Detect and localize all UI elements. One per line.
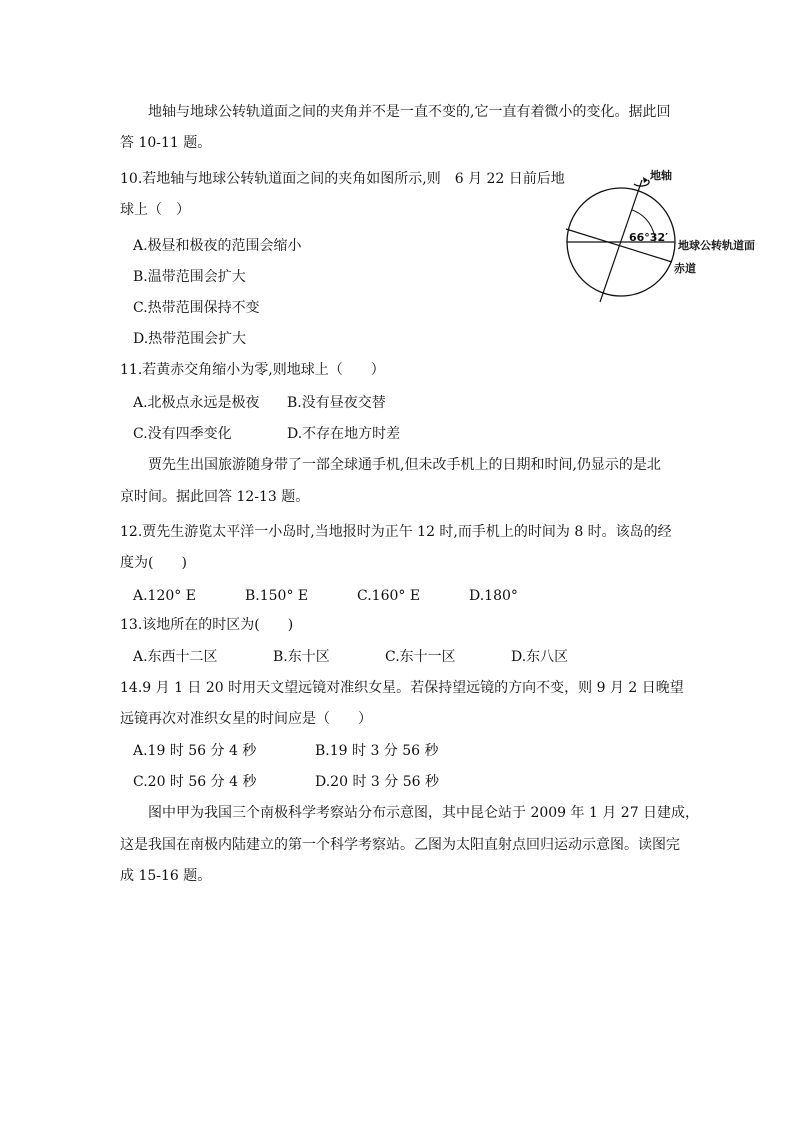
q14-stem-line1: 14.9 月 1 日 20 时用天文望远镜对准织女星。若保持望远镜的方向不变，则 9 月 2 日晚望 <box>120 680 684 696</box>
q12-option-d: D.180° <box>469 588 518 604</box>
arrowhead-icon <box>643 177 648 183</box>
q14-option-d: D.20 时 3 分 56 秒 <box>315 774 439 790</box>
q12-option-b: B.150° E <box>245 588 309 604</box>
q10-option-d: D.热带范围会扩大 <box>133 331 247 347</box>
q12-stem-line2: 度为( ) <box>120 555 187 571</box>
q13-stem: 13.该地所在的时区为( ) <box>120 617 294 633</box>
q11-option-b: B.没有昼夜交替 <box>287 395 386 411</box>
q12-option-c: C.160° E <box>357 588 421 604</box>
q12-option-a: A.120° E <box>133 588 196 604</box>
intro1-line1: 地轴与地球公转轨道面之间的夹角并不是一直不变的,它一直有着微小的变化。据此回 <box>148 104 671 120</box>
angle-label: 66°32′ <box>629 231 669 244</box>
q10-stem-line1: 10.若地轴与地球公转轨道面之间的夹角如图所示,则 6 月 22 日前后地 <box>120 171 565 187</box>
intro2-line2: 京时间。据此回答 12-13 题。 <box>120 489 310 505</box>
q14-option-a: A.19 时 56 分 4 秒 <box>133 743 257 759</box>
intro3-line1: 图中甲为我国三个南极科学考察站分布示意图，其中昆仑站于 2009 年 1 月 27 日建成， <box>148 805 700 821</box>
orbit-plane-label: 地球公转轨道面 <box>678 239 755 252</box>
intro3-line2: 这是我国在南极内陆建立的第一个科学考察站。乙图为太阳直射点回归运动示意图。读图完 <box>120 837 680 853</box>
q11-option-a: A.北极点永远是极夜 <box>133 395 260 411</box>
q14-stem-line2: 远镜再次对准织女星的时间应是（ ） <box>120 711 372 727</box>
q10-option-c: C.热带范围保持不变 <box>133 300 260 316</box>
q11-stem: 11.若黄赤交角缩小为零,则地球上（ ） <box>120 362 385 378</box>
intro3-line3: 成 15-16 题。 <box>120 868 212 884</box>
equator-label: 赤道 <box>674 262 696 275</box>
q11-option-d: D.不存在地方时差 <box>287 426 401 442</box>
axis-label: 地轴 <box>650 169 672 182</box>
q11-option-c: C.没有四季变化 <box>133 426 232 442</box>
q13-option-d: D.东八区 <box>511 649 569 665</box>
earth-axis-figure <box>560 165 780 310</box>
q13-option-a: A.东西十二区 <box>133 649 218 665</box>
q14-option-b: B.19 时 3 分 56 秒 <box>315 743 439 759</box>
q13-option-b: B.东十区 <box>273 649 330 665</box>
q12-stem-line1: 12.贾先生游览太平洋一小岛时,当地报时为正午 12 时,而手机上的时间为 8 时。该岛的经 <box>120 524 672 540</box>
q13-option-c: C.东十一区 <box>385 649 456 665</box>
intro1-line2: 答 10-11 题。 <box>120 135 212 151</box>
q10-option-b: B.温带范围会扩大 <box>133 269 246 285</box>
intro2-line1: 贾先生出国旅游随身带了一部全球通手机,但未改手机上的日期和时间,仍显示的是北 <box>148 457 661 473</box>
q10-option-a: A.极昼和极夜的范围会缩小 <box>133 238 302 254</box>
q14-option-c: C.20 时 56 分 4 秒 <box>133 774 257 790</box>
q10-stem-line2: 球上（ ） <box>120 202 190 218</box>
